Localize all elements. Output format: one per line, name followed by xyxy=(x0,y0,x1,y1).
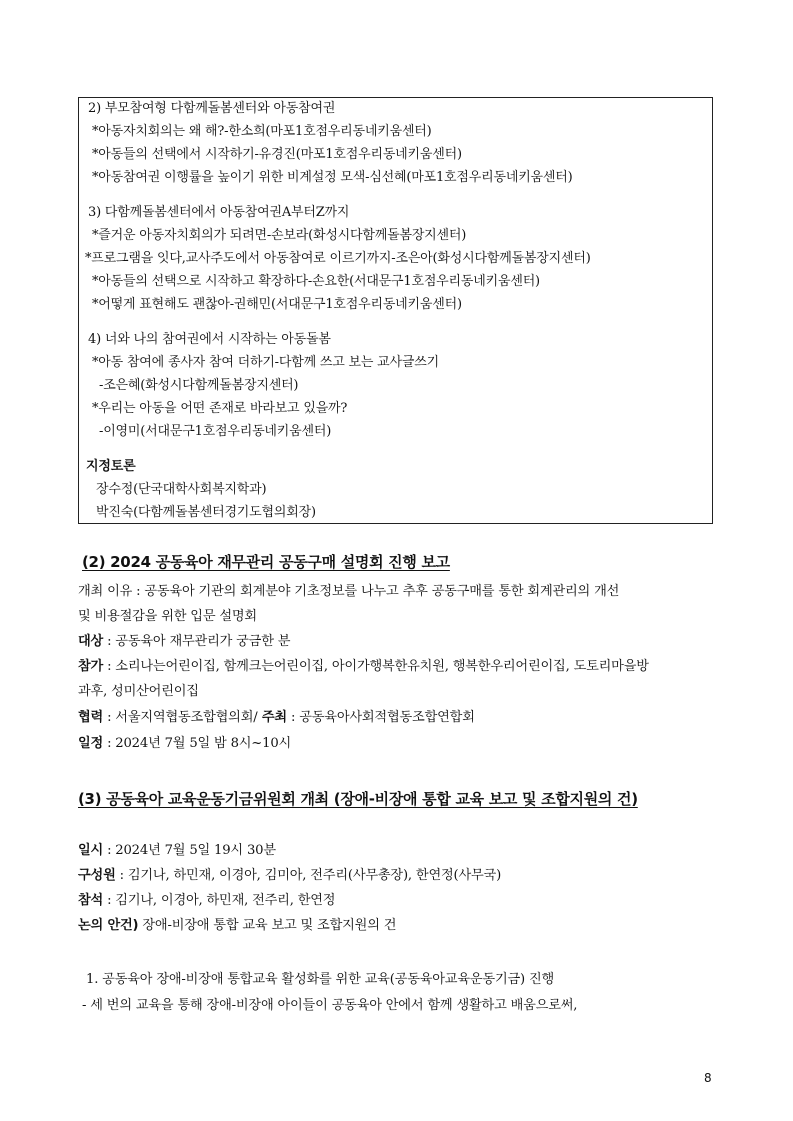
program-item: *어떻게 표현해도 괜찮아-권해민(서대문구1호점우리동네키움센터) xyxy=(92,297,462,312)
members-value: : 김기나, 하민재, 이경아, 김미아, 전주리(사무총장), 한연정(사무국) xyxy=(115,868,502,883)
program-item: *아동들의 선택으로 시작하고 확장하다-손요한(서대문구1호점우리동네키움센터) xyxy=(92,274,540,289)
participants-label: 참가 xyxy=(78,659,104,674)
target-row xyxy=(78,634,290,650)
section-heading-2: (2) 2024 공동육아 재무관리 공동구매 설명회 진행 보고 xyxy=(82,553,450,571)
discussion-label: 지정토론 xyxy=(86,459,136,474)
schedule-row xyxy=(78,736,291,752)
members-row xyxy=(78,868,501,884)
coop-row xyxy=(78,710,475,726)
participants-continued: 과후, 성미산어린이집 xyxy=(78,684,199,699)
agenda-item-detail: - 세 번의 교육을 통해 장애-비장애 아이들이 공동육아 안에서 함께 생활하고 배움으로써, xyxy=(82,998,578,1013)
target-label: 대상 xyxy=(78,634,104,649)
program-item: *아동 참여에 종사자 참여 더하기-다함께 쓰고 보는 교사글쓰기 xyxy=(92,355,439,370)
attendees-label: 참석 xyxy=(78,893,104,908)
target-value: : 공동육아 재무관리가 궁금한 분 xyxy=(103,634,291,649)
section-heading-3: (3) 공동육아 교육운동기금위원회 개최 (장애-비장애 통합 교육 보고 및 조합지원의 건) xyxy=(78,790,638,808)
discussant: 박진숙(다함께돌봄센터경기도협의회장) xyxy=(96,505,316,520)
coop-value: : 서울지역협동조합협의회/ xyxy=(103,710,258,725)
schedule-value: : 2024년 7월 5일 밤 8시~10시 xyxy=(103,736,292,751)
agenda-row xyxy=(78,918,396,934)
section-4-title: 4) 너와 나의 참여권에서 시작하는 아동돌봄 xyxy=(88,332,331,347)
datetime-row xyxy=(78,843,276,859)
members-label: 구성원 xyxy=(78,868,116,883)
agenda-item: 1. 공동육아 장애-비장애 통합교육 활성화를 위한 교육(공동육아교육운동기금) 진행 xyxy=(86,972,555,987)
program-item: *우리는 아동을 어떤 존재로 바라보고 있을까? xyxy=(92,401,348,416)
program-item: *아동자치회의는 왜 해?-한소희(마포1호점우리동네키움센터) xyxy=(92,124,432,139)
program-item: -이영미(서대문구1호점우리동네키움센터) xyxy=(99,424,332,439)
agenda-label: 논의 안건) xyxy=(78,918,139,933)
discussant: 장수정(단국대학사회복지학과) xyxy=(96,482,267,497)
host-value: : 공동육아사회적협동조합연합회 xyxy=(286,710,475,725)
coop-label: 협력 xyxy=(78,710,104,725)
reason-line: 및 비용절감을 위한 입문 설명회 xyxy=(78,609,257,624)
program-item: *즐거운 아동자치회의가 되려면-손보라(화성시다함께돌봄장지센터) xyxy=(92,228,467,243)
datetime-label: 일시 xyxy=(78,843,104,858)
program-item: *아동들의 선택에서 시작하기-유경진(마포1호점우리동네키움센터) xyxy=(92,147,462,162)
program-item: *아동참여권 이행률을 높이기 위한 비계설정 모색-심선혜(마포1호점우리동네키움센터) xyxy=(92,170,573,185)
program-item: *프로그램을 잇다,교사주도에서 아동참여로 이르기까지-조은아(화성시다함께돌봄장지센터) xyxy=(85,251,591,266)
program-item: -조은혜(화성시다함께돌봄장지센터) xyxy=(99,378,299,393)
schedule-label: 일정 xyxy=(78,736,104,751)
reason-line: 개최 이유 : 공동육아 기관의 회계분야 기초정보를 나누고 추후 공동구매를 통한 회계관리의 개선 xyxy=(78,584,620,599)
datetime-value: : 2024년 7월 5일 19시 30분 xyxy=(103,843,276,858)
attendees-value: : 김기나, 이경아, 하민재, 전주리, 한연정 xyxy=(103,893,336,908)
page-number: 8 xyxy=(704,1071,712,1085)
attendees-row xyxy=(78,893,335,909)
agenda-value: 장애-비장애 통합 교육 보고 및 조합지원의 건 xyxy=(138,918,397,933)
section-2-title: 2) 부모참여형 다함께돌봄센터와 아동참여권 xyxy=(88,101,336,116)
host-label: 주최 xyxy=(257,710,287,725)
participants-value: : 소리나는어린이집, 함께크는어린이집, 아이가행복한유치원, 행복한우리어린이집, 도토리마을방 xyxy=(103,659,649,674)
section-3-title: 3) 다함께돌봄센터에서 아동참여권A부터Z까지 xyxy=(88,205,350,220)
participants-row xyxy=(78,659,649,675)
